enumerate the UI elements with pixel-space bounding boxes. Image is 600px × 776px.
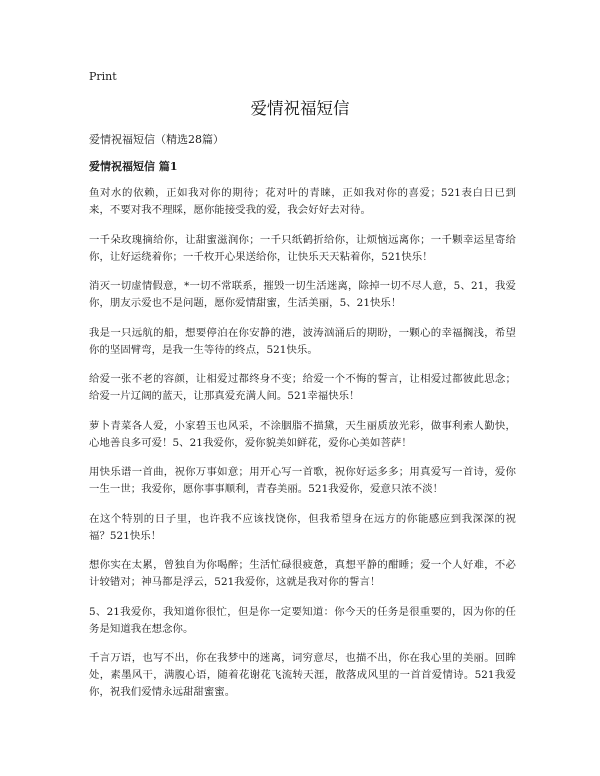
paragraph: 鱼对水的依赖，正如我对你的期待；花对叶的青睐，正如我对你的喜爱；521表白日已到来，不要对我不理睬，愿你能接受我的爱，我会好好去对待。 — [89, 187, 516, 216]
paragraph: 消灭一切虚情假意，*一切不常联系，摧毁一切生活迷离，除掉一切不尽人意，5、21，我爱你，朋友示爱也不是问题，愿你爱情甜蜜，生活美丽，5、21快乐！ — [89, 280, 516, 309]
section-heading: 爱情祝福短信 篇1 — [89, 160, 178, 173]
paragraph: 在这个特别的日子里，也许我不应该找饶你，但我希望身在远方的你能感应到我深深的祝福？521快乐！ — [89, 512, 516, 542]
document-subtitle: 爱情祝福短信（精选28篇） — [89, 133, 224, 146]
paragraph: 给爱一张不老的容颜，让相爱过都终身不变；给爱一个不悔的誓言，让相爱过都彼此思念；给爱一片辽阔的蓝天，让那真爱充满人间。521幸福快乐！ — [89, 373, 516, 402]
paragraph: 一千朵玫瑰摘给你，让甜蜜滋润你；一千只纸鹤折给你，让烦恼远离你；一千颗幸运星寄给你，让好运绕着你；一千枚开心果送给你，让快乐天天粘着你，521快乐！ — [89, 233, 516, 263]
print-link[interactable]: Print — [89, 70, 117, 83]
paragraph: 萝卜青菜各人爱，小家碧玉也风采，不涂胭脂不描黛，天生丽质放光彩，做事利索人勤快，心地善良多可爱！5、21我爱你，爱你貌美如鲜花，爱你心美如菩萨！ — [89, 419, 516, 449]
paragraph: 想你实在太累，曾独自为你喝醉；生活忙碌很疲惫，真想平静的酣睡；爱一个人好难，不必计较错对；神马都是浮云，521我爱你，这就是我对你的誓言！ — [89, 559, 516, 588]
paragraph: 用快乐谱一首曲，祝你万事如意；用开心写一首歌，祝你好运多多；用真爱写一首诗，爱你一生一世；我爱你，愿你事事顺利，青春美丽。521我爱你，爱意只浓不淡！ — [89, 466, 516, 495]
paragraph: 千言万语，也写不出，你在我梦中的迷离，词穷意尽，也描不出，你在我心里的美丽。回眸处，素墨风干，满腹心语，随着花谢花飞流转天涯，散落成风里的一首首爱情诗。521我爱你，祝我们爱情永远甜甜蜜蜜。 — [89, 652, 516, 698]
body-text — [89, 185, 516, 714]
page-title: 爱情祝福短信 — [250, 99, 350, 118]
paragraph: 5、21我爱你，我知道你很忙，但是你一定要知道：你今天的任务是很重要的，因为你的任务是知道我在想念你。 — [89, 605, 516, 635]
paragraph: 我是一只远航的船，想要停泊在你安静的港，波涛汹涌后的期盼，一颗心的幸福搁浅，希望你的坚固臂弯，是我一生等待的终点，521快乐。 — [89, 326, 516, 356]
